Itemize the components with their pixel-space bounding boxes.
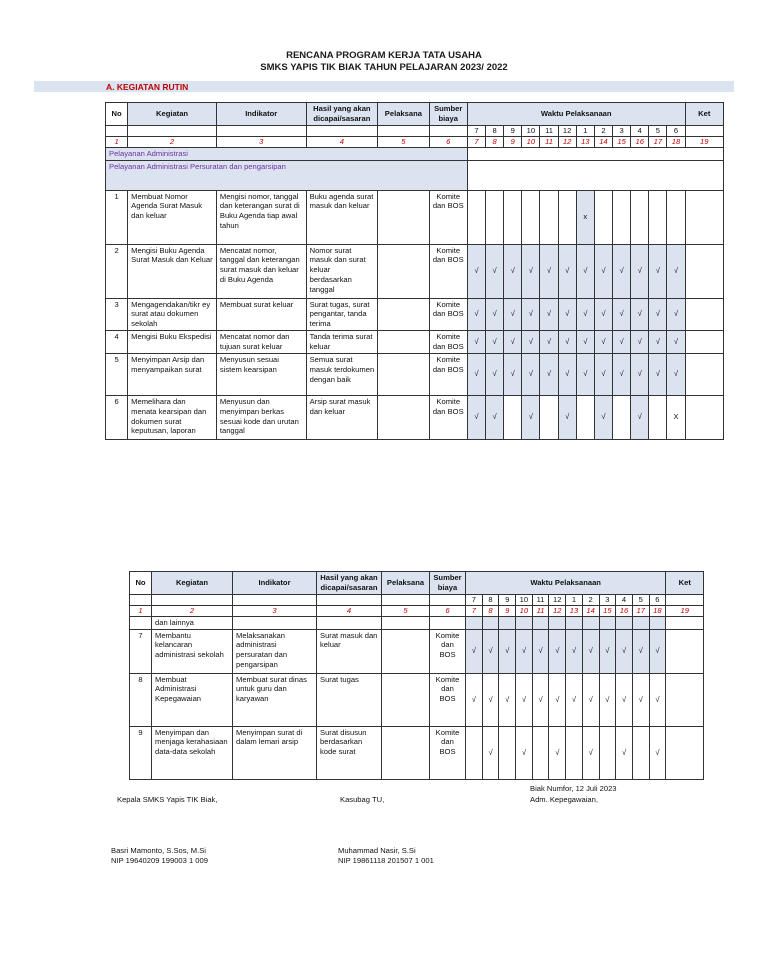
row-hasil: Semua surat masuk terdokumen dengan baik [306, 353, 378, 395]
col-indikator-header: Indikator [216, 103, 306, 126]
row-no: 3 [106, 298, 128, 331]
column-number: 1 [106, 136, 128, 147]
schedule-cell: √ [467, 244, 485, 298]
month-blank-cell [233, 594, 317, 605]
schedule-cell: √ [558, 353, 576, 395]
schedule-cell: √ [632, 673, 649, 726]
category-admin: Pelayanan Administrasi [106, 147, 468, 160]
table-row [106, 331, 724, 354]
schedule-cell [540, 395, 558, 439]
month-blank-cell [152, 594, 233, 605]
row-ket [666, 673, 704, 726]
schedule-cell: √ [631, 331, 649, 354]
schedule-cell [540, 190, 558, 244]
schedule-cell [504, 190, 522, 244]
schedule-cell: √ [594, 298, 612, 331]
category-persuratan-label: Pelayanan Administrasi Persuratan dan pengarsipan [109, 161, 286, 171]
col-ket-header: Ket [666, 572, 704, 595]
month-label: 9 [499, 594, 516, 605]
row-indikator: Membuat surat keluar [216, 298, 306, 331]
row-kegiatan: Mengagendakan/tikr ey surat atau dokumen sekolah [128, 298, 217, 331]
row-indikator: Mengisi nomor, tanggal dan keterangan surat di Buku Agenda tiap awal tahun [216, 190, 306, 244]
table-row [130, 726, 704, 779]
month-label: 7 [466, 594, 483, 605]
schedule-cell: √ [631, 298, 649, 331]
row-no: 9 [130, 726, 152, 779]
schedule-cell: √ [582, 673, 599, 726]
col-sumber-header: Sumber biaya [429, 103, 467, 126]
schedule-cell: √ [566, 673, 583, 726]
col-kegiatan-header: Kegiatan [152, 572, 233, 595]
schedule-cell [499, 726, 516, 779]
schedule-cell: √ [522, 353, 540, 395]
month-blank-cell [317, 594, 382, 605]
schedule-cell: √ [594, 395, 612, 439]
month-label: 3 [599, 594, 616, 605]
schedule-cell: √ [599, 629, 616, 673]
column-number: 9 [499, 605, 516, 616]
schedule-cell: √ [482, 629, 499, 673]
month-blank-cell [128, 125, 217, 136]
col-pelaksana-header: Pelaksana [378, 103, 429, 126]
column-number: 13 [566, 605, 583, 616]
row-indikator: Mencatat nomor, tanggal dan keterangan surat masuk dan keluar di Buku Agenda [216, 244, 306, 298]
section-label: A. KEGIATAN RUTIN [106, 82, 189, 92]
col-waktu-header: Waktu Pelaksanaan [466, 572, 666, 595]
table-row [130, 673, 704, 726]
row-ket [685, 353, 723, 395]
column-number: 15 [599, 605, 616, 616]
column-number: 2 [152, 605, 233, 616]
col-kegiatan-header: Kegiatan [128, 103, 217, 126]
schedule-cell: √ [467, 353, 485, 395]
schedule-cell: √ [576, 298, 594, 331]
table-row [106, 395, 724, 439]
column-number: 4 [317, 605, 382, 616]
schedule-cell: √ [613, 353, 631, 395]
schedule-cell [649, 395, 667, 439]
row-kegiatan: Membantu kelancaran administrasi sekolah [152, 629, 233, 673]
schedule-cell: √ [522, 395, 540, 439]
column-number: 10 [522, 136, 540, 147]
row-ket [666, 629, 704, 673]
schedule-cell: √ [467, 298, 485, 331]
month-label: 1 [576, 125, 594, 136]
column-number: 11 [540, 136, 558, 147]
column-number: 14 [582, 605, 599, 616]
schedule-cell [594, 190, 612, 244]
schedule-cell: √ [522, 331, 540, 354]
month-blank-cell [378, 125, 429, 136]
schedule-cell: √ [649, 726, 666, 779]
column-number: 6 [430, 605, 466, 616]
month-blank-cell [382, 594, 430, 605]
column-number: 12 [558, 136, 576, 147]
schedule-cell: √ [594, 244, 612, 298]
schedule-cell: √ [486, 298, 504, 331]
kepala-sekolah-name: Basri Mamonto, S.Sos, M.Si [111, 846, 206, 855]
month-label: 11 [540, 125, 558, 136]
row-no: 1 [106, 190, 128, 244]
row-sumber: Komite dan BOS [429, 244, 467, 298]
row-hasil: Surat disusun berdasarkan kode surat [317, 726, 382, 779]
row-hasil: Surat tugas [317, 673, 382, 726]
row-indikator: Mencatat nomor dan tujuan surat keluar [216, 331, 306, 354]
row-kegiatan: Mengisi Buku Ekspedisi [128, 331, 217, 354]
month-label: 4 [631, 125, 649, 136]
month-label: 11 [532, 594, 549, 605]
row-ket [685, 331, 723, 354]
month-label: 6 [667, 125, 685, 136]
schedule-cell: √ [504, 244, 522, 298]
category-persuratan [106, 160, 468, 190]
column-number: 16 [631, 136, 649, 147]
row-pelaksana [378, 190, 429, 244]
schedule-cell: √ [540, 244, 558, 298]
category-persuratan-blank [467, 160, 723, 190]
month-blank-cell [106, 125, 128, 136]
col-waktu-header: Waktu Pelaksanaan [467, 103, 685, 126]
row-ket [685, 190, 723, 244]
schedule-cell: √ [499, 629, 516, 673]
schedule-cell: √ [532, 673, 549, 726]
row-kegiatan: Memelihara dan menata kearsipan dan dokumen surat keputusan, laporan [128, 395, 217, 439]
schedule-cell: √ [540, 353, 558, 395]
month-blank-cell [306, 125, 378, 136]
schedule-cell: √ [540, 331, 558, 354]
row-pelaksana [382, 629, 430, 673]
column-number: 5 [382, 605, 430, 616]
row-pelaksana [378, 353, 429, 395]
month-ket-blank [685, 125, 723, 136]
column-number: 19 [666, 605, 704, 616]
schedule-cell [631, 190, 649, 244]
schedule-cell: √ [631, 395, 649, 439]
column-number: 14 [594, 136, 612, 147]
column-number: 3 [216, 136, 306, 147]
row-kegiatan: Menyimpan dan menjaga kerahasiaan data-data sekolah [152, 726, 233, 779]
row-pelaksana [378, 331, 429, 354]
schedule-cell: x [576, 190, 594, 244]
column-number: 11 [532, 605, 549, 616]
document-subtitle: SMKS YAPIS TIK BIAK TAHUN PELAJARAN 2023/ 2022 [260, 62, 508, 73]
column-number: 8 [482, 605, 499, 616]
row-hasil: Arsip surat masuk dan keluar [306, 395, 378, 439]
table-row [106, 353, 724, 395]
row-kegiatan: Membuat Nomor Agenda Surat Masuk dan keluar [128, 190, 217, 244]
schedule-cell [613, 190, 631, 244]
schedule-cell: √ [516, 629, 533, 673]
schedule-cell [632, 726, 649, 779]
table-row [106, 244, 724, 298]
col-pelaksana-header: Pelaksana [382, 572, 430, 595]
month-label: 1 [566, 594, 583, 605]
month-label: 7 [467, 125, 485, 136]
schedule-cell: √ [576, 353, 594, 395]
row-kegiatan: Membuat Administrasi Kepegawaian [152, 673, 233, 726]
row-no: 4 [106, 331, 128, 354]
row-ket [685, 298, 723, 331]
table-row [130, 629, 704, 673]
schedule-cell: √ [649, 673, 666, 726]
row-hasil: Surat masuk dan keluar [317, 629, 382, 673]
schedule-cell: √ [632, 629, 649, 673]
row-hasil: Buku agenda surat masuk dan keluar [306, 190, 378, 244]
month-blank-cell [130, 594, 152, 605]
row-pelaksana [382, 726, 430, 779]
schedule-cell: √ [532, 629, 549, 673]
schedule-cell: √ [516, 673, 533, 726]
column-number: 6 [429, 136, 467, 147]
col-hasil-header: Hasil yang akan dicapai/sasaran [306, 103, 378, 126]
schedule-cell: √ [540, 298, 558, 331]
schedule-cell: √ [613, 331, 631, 354]
row-ket [685, 244, 723, 298]
row-sumber: Komite dan BOS [430, 673, 466, 726]
kepala-sekolah-title: Kepala SMKS Yapis TIK Biak, [117, 795, 218, 804]
row-sumber: Komite dan BOS [429, 298, 467, 331]
column-number: 13 [576, 136, 594, 147]
schedule-cell: √ [558, 298, 576, 331]
work-plan-table-1 [105, 102, 724, 440]
schedule-cell: √ [576, 331, 594, 354]
row-indikator: Menyimpan surat di dalam lemari arsip [233, 726, 317, 779]
kasubag-nip: NIP 19861118 201507 1 001 [338, 856, 434, 865]
schedule-cell: √ [482, 726, 499, 779]
row-sumber: Komite dan BOS [430, 629, 466, 673]
schedule-cell: √ [504, 353, 522, 395]
row-indikator: Membuat surat dinas untuk guru dan karyawan [233, 673, 317, 726]
schedule-cell [522, 190, 540, 244]
schedule-cell: √ [566, 629, 583, 673]
column-number: 8 [486, 136, 504, 147]
continuation-text: dan lainnya [152, 616, 233, 629]
month-label: 10 [522, 125, 540, 136]
column-number: 15 [613, 136, 631, 147]
schedule-cell [504, 395, 522, 439]
schedule-cell [467, 190, 485, 244]
row-no: 2 [106, 244, 128, 298]
row-pelaksana [382, 673, 430, 726]
month-label: 8 [486, 125, 504, 136]
schedule-cell: √ [558, 331, 576, 354]
row-hasil: Nomor surat masuk dan surat keluar berdasarkan tanggal [306, 244, 378, 298]
document-title: RENCANA PROGRAM KERJA TATA USAHA [286, 50, 482, 61]
month-label: 2 [594, 125, 612, 136]
month-label: 12 [558, 125, 576, 136]
row-sumber: Komite dan BOS [429, 353, 467, 395]
schedule-cell: √ [649, 353, 667, 395]
schedule-cell: √ [486, 395, 504, 439]
schedule-cell: √ [522, 244, 540, 298]
schedule-cell: √ [576, 244, 594, 298]
row-pelaksana [378, 298, 429, 331]
column-number: 17 [632, 605, 649, 616]
schedule-cell [599, 726, 616, 779]
row-kegiatan: Menyimpan Arsip dan menyampaikan surat [128, 353, 217, 395]
adm-kepegawaian-title: Adm. Kepegawaian, [530, 795, 598, 804]
column-number: 5 [378, 136, 429, 147]
schedule-cell: √ [667, 244, 685, 298]
col-no-header: No [106, 103, 128, 126]
kepala-sekolah-nip: NIP 19640209 199003 1 009 [111, 856, 208, 865]
schedule-cell: √ [558, 395, 576, 439]
month-blank-cell [430, 594, 466, 605]
schedule-cell [532, 726, 549, 779]
schedule-cell: √ [616, 673, 633, 726]
column-number: 19 [685, 136, 723, 147]
row-no: 7 [130, 629, 152, 673]
schedule-cell [558, 190, 576, 244]
schedule-cell: √ [649, 629, 666, 673]
schedule-cell: √ [582, 726, 599, 779]
table-row [106, 298, 724, 331]
schedule-cell: √ [499, 673, 516, 726]
schedule-cell: √ [616, 726, 633, 779]
column-number: 1 [130, 605, 152, 616]
schedule-cell: √ [613, 244, 631, 298]
row-no: 6 [106, 395, 128, 439]
row-sumber: Komite dan BOS [429, 190, 467, 244]
month-label: 3 [613, 125, 631, 136]
table-row [106, 190, 724, 244]
schedule-cell [466, 726, 483, 779]
schedule-cell [566, 726, 583, 779]
schedule-cell: √ [613, 298, 631, 331]
month-blank-cell [216, 125, 306, 136]
row-ket [666, 726, 704, 779]
schedule-cell: √ [482, 673, 499, 726]
month-label: 12 [549, 594, 566, 605]
schedule-cell: √ [649, 244, 667, 298]
schedule-cell [486, 190, 504, 244]
schedule-cell: X [667, 395, 685, 439]
row-pelaksana [378, 244, 429, 298]
category-admin-blank [467, 147, 723, 160]
schedule-cell [667, 190, 685, 244]
schedule-cell: √ [649, 298, 667, 331]
work-plan-table-2 [129, 571, 704, 780]
schedule-cell: √ [467, 395, 485, 439]
column-number: 16 [616, 605, 633, 616]
column-number: 7 [467, 136, 485, 147]
month-label: 5 [649, 125, 667, 136]
schedule-cell: √ [631, 353, 649, 395]
column-number: 17 [649, 136, 667, 147]
column-number: 9 [504, 136, 522, 147]
month-ket-blank [666, 594, 704, 605]
schedule-cell: √ [549, 629, 566, 673]
column-number: 3 [233, 605, 317, 616]
row-indikator: Menyusun dan menyimpan berkas sesuai kode dan urutan tanggal [216, 395, 306, 439]
row-hasil: Surat tugas, surat pengantar, tanda terima [306, 298, 378, 331]
schedule-cell: √ [549, 726, 566, 779]
row-pelaksana [378, 395, 429, 439]
month-label: 9 [504, 125, 522, 136]
row-indikator: Melaksanakan administrasi persuratan dan pengarsipan [233, 629, 317, 673]
schedule-cell: √ [466, 673, 483, 726]
schedule-cell: √ [504, 298, 522, 331]
month-label: 5 [632, 594, 649, 605]
place-date: Biak Numfor, 12 Juli 2023 [530, 784, 617, 793]
schedule-cell: √ [594, 353, 612, 395]
column-number: 10 [516, 605, 533, 616]
schedule-cell: √ [649, 331, 667, 354]
row-sumber: Komite dan BOS [429, 395, 467, 439]
col-sumber-header: Sumber biaya [430, 572, 466, 595]
schedule-cell: √ [599, 673, 616, 726]
row-no: 5 [106, 353, 128, 395]
column-number: 18 [667, 136, 685, 147]
col-indikator-header: Indikator [233, 572, 317, 595]
row-indikator: Menyusun sesuai sistem kearsipan [216, 353, 306, 395]
schedule-cell [649, 190, 667, 244]
row-ket [685, 395, 723, 439]
schedule-cell: √ [616, 629, 633, 673]
column-number: 2 [128, 136, 217, 147]
schedule-cell: √ [667, 298, 685, 331]
schedule-cell: √ [486, 331, 504, 354]
column-number: 4 [306, 136, 378, 147]
month-label: 10 [516, 594, 533, 605]
schedule-cell: √ [486, 244, 504, 298]
schedule-cell: √ [594, 331, 612, 354]
column-number: 7 [466, 605, 483, 616]
schedule-cell: √ [667, 331, 685, 354]
row-sumber: Komite dan BOS [430, 726, 466, 779]
kasubag-name: Muhammad Nasir, S.Si [338, 846, 416, 855]
month-label: 6 [649, 594, 666, 605]
schedule-cell: √ [549, 673, 566, 726]
schedule-cell: √ [516, 726, 533, 779]
column-number: 18 [649, 605, 666, 616]
schedule-cell: √ [631, 244, 649, 298]
schedule-cell [613, 395, 631, 439]
row-hasil: Tanda terima surat keluar [306, 331, 378, 354]
schedule-cell: √ [522, 298, 540, 331]
schedule-cell [576, 395, 594, 439]
row-kegiatan: Mengisi Buku Agenda Surat Masuk dan Keluar [128, 244, 217, 298]
schedule-cell: √ [582, 629, 599, 673]
month-label: 8 [482, 594, 499, 605]
month-label: 2 [582, 594, 599, 605]
schedule-cell: √ [466, 629, 483, 673]
continuation-no [130, 616, 152, 629]
schedule-cell: √ [558, 244, 576, 298]
kasubag-title: Kasubag TU, [340, 795, 385, 804]
schedule-cell: √ [504, 331, 522, 354]
row-no: 8 [130, 673, 152, 726]
schedule-cell: √ [486, 353, 504, 395]
col-ket-header: Ket [685, 103, 723, 126]
row-sumber: Komite dan BOS [429, 331, 467, 354]
schedule-cell: √ [667, 353, 685, 395]
col-no-header: No [130, 572, 152, 595]
col-hasil-header: Hasil yang akan dicapai/sasaran [317, 572, 382, 595]
column-number: 12 [549, 605, 566, 616]
schedule-cell: √ [467, 331, 485, 354]
month-label: 4 [616, 594, 633, 605]
month-blank-cell [429, 125, 467, 136]
